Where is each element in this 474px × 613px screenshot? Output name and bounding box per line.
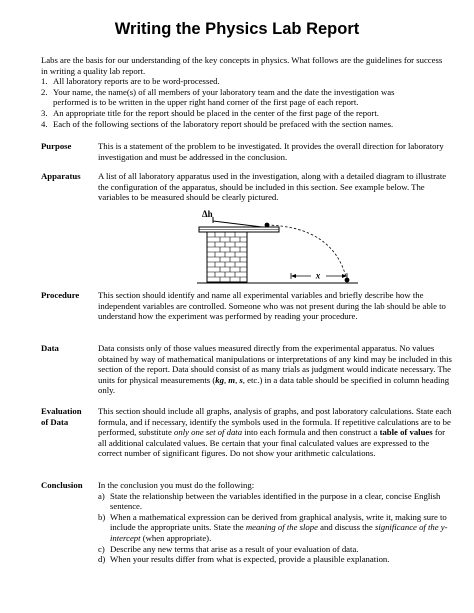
apparatus-diagram [195,205,360,287]
conclusion-list [98,491,453,565]
list-item: 2. Your name, the name(s) of all members of your laboratory team and the date the investigation was performed is to be written in the upper right hand corner of the first page of each report. [41,86,395,108]
list-item: b) When a mathematical expression can be derived from graphical analysis, write it, making sure to include the appropriate units. State the meaning of the slope and discuss the significance of the y-intercept (when appropriate). [98,511,448,543]
ramp-line [213,221,262,227]
purpose-section [41,141,453,162]
intro-list [41,76,451,129]
trajectory-path [267,225,347,281]
section-label: Conclusion [41,480,83,490]
section-body: A list of all laboratory apparatus used in the investigation, along with a detailed diagram to illustrate the configuration of the apparatus, should be included in this section. See example below. The variables to be measured should be clearly pictured. [98,171,447,203]
section-label: Data [41,343,59,353]
procedure-section [41,290,453,322]
intro-paragraph: Labs are the basis for our understanding of the key concepts in physics. What follows are the guidelines for success in writing a quality lab report. [41,55,443,76]
brick-stand [207,232,247,282]
list-item: 1. All laboratory reports are to be word-processed. [41,76,220,87]
list-item: d) When your results differ from what is expected, provide a plausible explanation. [98,554,390,565]
section-label: Procedure [41,290,80,300]
intro-section [41,55,451,129]
section-label: Apparatus [41,171,81,181]
section-body: This section should identify and name all experimental variables and briefly describe how the independent variables are controlled. Someone who was not present during the lab should be able to understand how the experiment was performed by reading your procedure. [98,290,446,322]
section-body: Data consists only of those values measured directly from the experimental apparatus. No values obtained by way of mathematical manipulations or interpretations of any kind may be included in this section of the report. Data should consist of as many trials as judgment would indicate necessary. The units for physical measurements (kg, m, s, etc.) in a data table should be specified in column heading only. [98,343,452,396]
x-arrowhead-left [291,274,296,278]
list-item: 3. An appropriate title for the report should be placed in the center of the first page of the report. [41,107,379,118]
delta-h-label: Δh [202,209,213,219]
apparatus-section [41,171,453,203]
list-item: c) Describe any new terms that arise as a result of your evaluation of data. [98,543,359,554]
evaluation-section [41,406,453,459]
page-title: Writing the Physics Lab Report [114,20,360,38]
x-label: x [315,270,321,281]
section-body: This section should include all graphs, analysis of graphs, and post laboratory calculations. State each formula, and if necessary, identify the symbols used in the formula. If repetitive calculations are to be performed, substitute only one set of data into each formula and then construct a table of values for all additional calculated values. Be certain that your final calculated values are expressed to the correct number of significant figures. Do not show your arithmetic calculations. [98,406,452,459]
list-item: a) State the relationship between the variables identified in the purpose in a clear, concise English sentence. [98,490,441,512]
data-section [41,343,453,396]
x-arrowhead-right [342,274,347,278]
conclusion-section [41,480,453,565]
list-item: 4. Each of the following sections of the laboratory report should be prefaced with the section names. [41,118,394,129]
section-label: Evaluation of Data [41,406,82,427]
section-body: In the conclusion you must do the following: a) State the relationship between the variables identified in the purpose in a clear, concise English sentence. b) When a mathematical expression can be derived from graphical analysis, write it, making sure to include the appropriate units. State the meaning of the slope and discuss the significance of the y-intercept (when appropriate). c) Describe any new terms that arise as a result of your evaluation of data. d) When your results differ from what is expected, provide a plausible explanation. [98,480,453,565]
section-body: This is a statement of the problem to be investigated. It provides the overall direction for laboratory investigation and must be addressed in the conclusion. [98,141,444,162]
section-label: Purpose [41,141,72,151]
